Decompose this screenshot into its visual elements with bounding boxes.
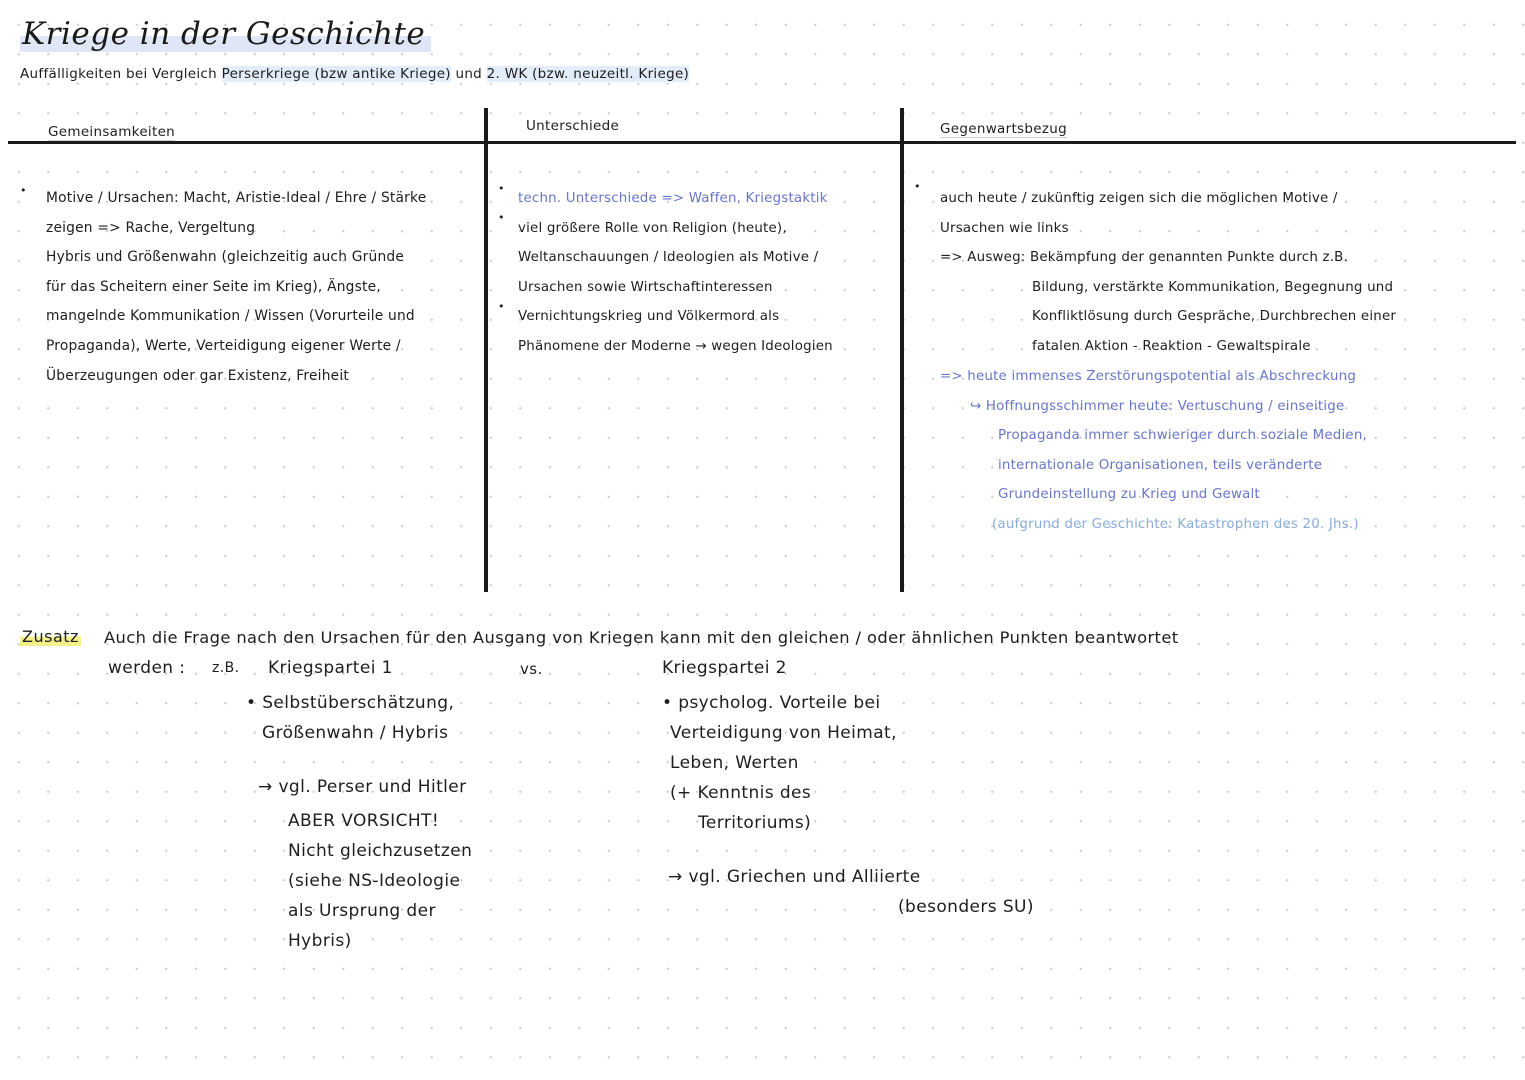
- kriegspartei-1: Kriegspartei 1: [268, 658, 393, 678]
- text-line: Hybris und Größenwahn (gleichzeitig auch Gründe: [46, 249, 405, 266]
- text-line: Überzeugungen oder gar Existenz, Freiheit: [46, 367, 349, 384]
- text-line: (aufgrund der Geschichte: Katastrophen des 20. Jhs.): [992, 516, 1359, 532]
- text-line: techn. Unterschiede => Waffen, Kriegstaktik: [518, 191, 828, 206]
- subtitle-weltkrieg: 2. WK (bzw. neuzeitl. Kriege): [486, 66, 690, 82]
- text-line: auch heute / zukünftig zeigen sich die möglichen Motive /: [940, 191, 1338, 206]
- text-line: viel größere Rolle von Religion (heute),: [518, 220, 787, 236]
- bullet: •: [498, 211, 505, 224]
- text-line: Leben, Werten: [670, 753, 799, 773]
- text-line: Größenwahn / Hybris: [262, 723, 449, 743]
- text-line: zeigen => Rache, Vergeltung: [46, 219, 256, 236]
- text-line: Hybris): [288, 931, 352, 951]
- header-unterschiede: Unterschiede: [526, 118, 620, 134]
- text-line: • Selbstüberschätzung,: [246, 693, 455, 713]
- bullet: •: [914, 180, 921, 193]
- bullet: •: [20, 184, 27, 197]
- text-line: internationale Organisationen, teils veränderte: [998, 457, 1323, 473]
- zusatz-line-1: Auch die Frage nach den Ursachen für den Ausgang von Kriegen kann mit den gleichen / oder ähnlichen Punkten beantwortet: [104, 628, 1179, 647]
- party1-warning: [288, 806, 472, 956]
- bullet: •: [498, 300, 505, 313]
- text-line: Vernichtungskrieg und Völkermord als: [518, 309, 780, 325]
- text-line: Propaganda immer schwieriger durch soziale Medien,: [998, 428, 1368, 444]
- text-line: Konfliktlösung durch Gespräche, Durchbrechen einer: [1032, 309, 1397, 325]
- gemeinsamkeiten-text: [46, 184, 426, 391]
- kriegspartei-2: Kriegspartei 2: [662, 658, 787, 678]
- text-line: ↪ Hoffnungsschimmer heute: Vertuschung / einseitige: [970, 398, 1345, 414]
- subtitle-und: und: [455, 66, 483, 82]
- zusatz-zb: z.B.: [212, 660, 240, 676]
- header-gegenwartsbezug: Gegenwartsbezug: [940, 121, 1067, 137]
- text-line: Motive / Ursachen: Macht, Aristie-Ideal / Ehre / Stärke: [46, 190, 427, 206]
- text-line: => Ausweg: Bekämpfung der genannten Punkte durch z.B.: [940, 250, 1348, 266]
- text-line: Nicht gleichzusetzen: [288, 841, 473, 861]
- party2-note: (besonders SU): [898, 897, 1034, 917]
- gegenwartsbezug-text: [940, 184, 1396, 362]
- text-line: • psycholog. Vorteile bei: [662, 693, 881, 713]
- text-line: für das Scheitern einer Seite im Krieg), Ängste,: [46, 278, 381, 295]
- text-line: ABER VORSICHT!: [288, 811, 440, 831]
- text-line: Ursachen wie links: [940, 220, 1069, 236]
- text-line: Verteidigung von Heimat,: [670, 723, 897, 743]
- unterschiede-text: [518, 184, 833, 362]
- text-line: Weltanschauungen / Ideologien als Motive /: [518, 250, 819, 266]
- subtitle-perserkriege: Perserkriege (bzw antike Kriege): [221, 66, 451, 82]
- party1-comparison: → vgl. Perser und Hitler: [258, 777, 467, 797]
- column-divider-2: [900, 108, 904, 592]
- page-title: Kriege in der Geschichte: [20, 16, 431, 52]
- subtitle: [20, 66, 689, 82]
- text-line: Phänomene der Moderne → wegen Ideologien: [518, 338, 833, 354]
- text-line: (+ Kenntnis des: [670, 783, 812, 803]
- gegenwartsbezug-blue-text: [940, 362, 1367, 540]
- text-line: als Ursprung der: [288, 901, 436, 921]
- text-line: Propaganda), Werte, Verteidigung eigener Werte /: [46, 337, 401, 354]
- text-line: (siehe NS-Ideologie: [288, 871, 461, 891]
- text-line: mangelnde Kommunikation / Wissen (Vorurteile und: [46, 308, 415, 325]
- subtitle-prefix: Auffälligkeiten bei Vergleich: [20, 66, 218, 82]
- versus-label: vs.: [520, 660, 543, 678]
- party2-notes: [662, 688, 897, 838]
- party1-notes: [246, 688, 454, 748]
- text-line: Ursachen sowie Wirtschaftinteressen: [518, 279, 773, 295]
- column-divider-1: [484, 108, 488, 592]
- table-header-rule: [8, 141, 1516, 144]
- text-line: => heute immenses Zerstörungspotential als Abschreckung: [940, 369, 1357, 384]
- bullet: •: [498, 182, 505, 195]
- zusatz-werden: werden :: [108, 658, 186, 678]
- text-line: fatalen Aktion - Reaktion - Gewaltspirale: [1032, 338, 1311, 354]
- header-gemeinsamkeiten: Gemeinsamkeiten: [48, 124, 176, 140]
- text-line: Territoriums): [698, 813, 812, 833]
- text-line: Grundeinstellung zu Krieg und Gewalt: [998, 487, 1260, 503]
- zusatz-label: Zusatz: [22, 627, 79, 646]
- text-line: Bildung, verstärkte Kommunikation, Begegnung und: [1032, 279, 1394, 295]
- party2-comparison: → vgl. Griechen und Alliierte: [668, 867, 921, 887]
